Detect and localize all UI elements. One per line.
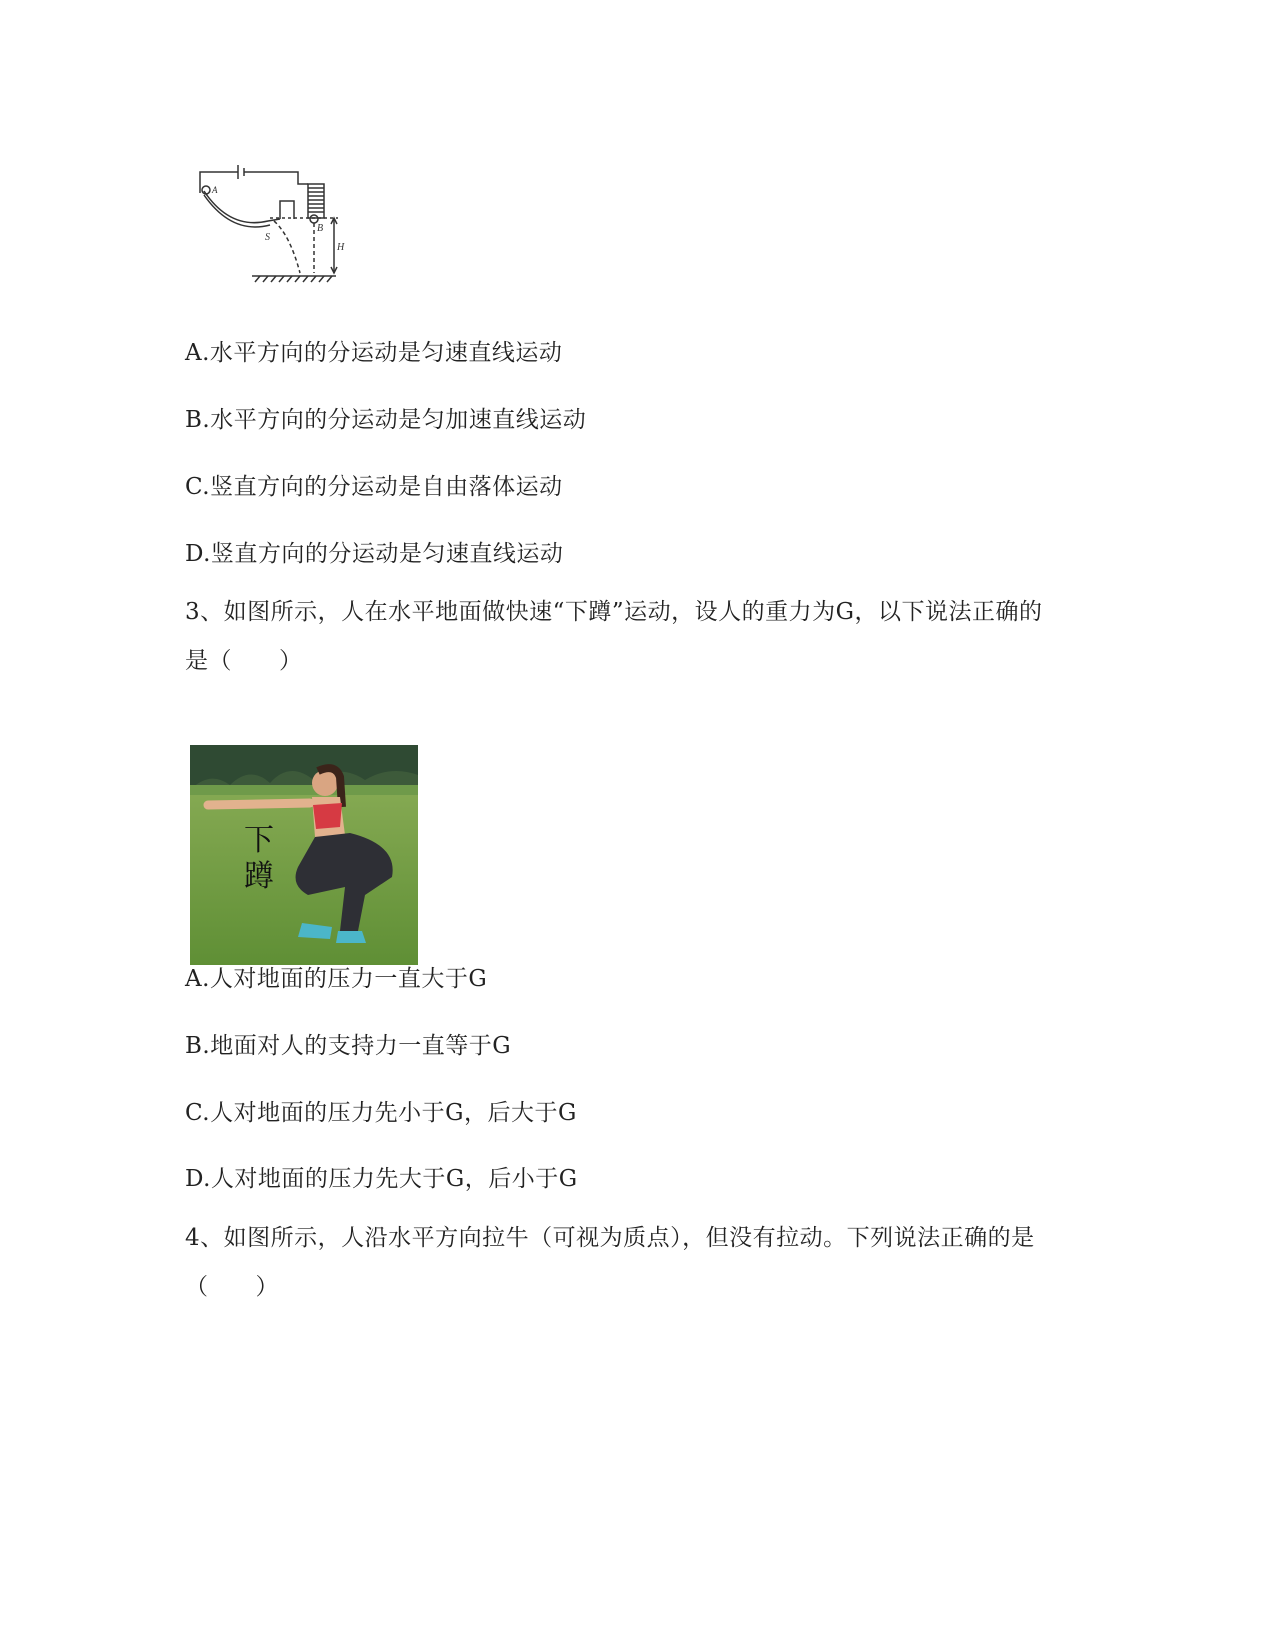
q2-option-c: C.竖直方向的分运动是自由落体运动 <box>185 474 563 500</box>
label-h: H <box>337 242 345 253</box>
projectile-circuit-diagram <box>190 155 365 295</box>
q3-option-d: D.人对地面的压力先大于G，后小于G <box>185 1166 578 1192</box>
q2-option-a: A.水平方向的分运动是匀速直线运动 <box>185 340 563 366</box>
q4-stem: 4、如图所示，人沿水平方向拉牛（可视为质点），但没有拉动。下列说法正确的是（ ） <box>185 1225 1035 1300</box>
squat-label: 下蹲 <box>244 823 274 894</box>
q3-option-a: A.人对地面的压力一直大于G <box>185 966 488 992</box>
q2-option-b: B.水平方向的分运动是匀加速直线运动 <box>185 407 587 433</box>
label-s: S <box>265 232 270 243</box>
squat-photo <box>190 745 418 965</box>
label-a: A <box>212 185 218 195</box>
q3-stem: 3、如图所示，人在水平地面做快速“下蹲”运动，设人的重力为G，以下说法正确的是（ ） <box>185 599 1043 674</box>
q3-option-b: B.地面对人的支持力一直等于G <box>185 1033 512 1059</box>
label-b: B <box>317 223 324 234</box>
q2-option-d: D.竖直方向的分运动是匀速直线运动 <box>185 541 564 567</box>
q3-option-c: C.人对地面的压力先小于G，后大于G <box>185 1100 577 1126</box>
